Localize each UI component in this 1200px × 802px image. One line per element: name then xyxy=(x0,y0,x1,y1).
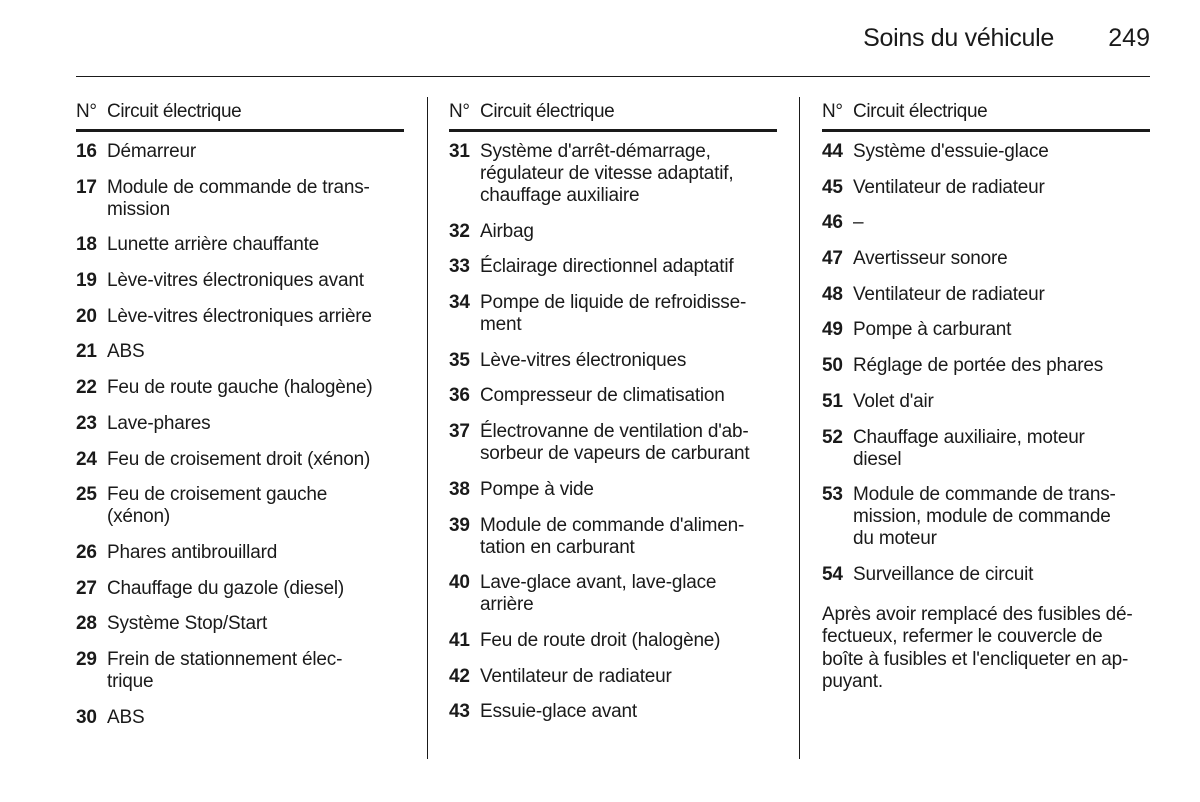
fuse-number: 34 xyxy=(449,292,470,314)
circuit-description: Électrovanne de ventilation d'ab- sorbeur de vapeurs de carburant xyxy=(480,421,750,465)
circuit-description: Système d'arrêt-démarrage, régulateur de vitesse adaptatif, chauffage auxiliaire xyxy=(480,141,734,206)
column-header-label: Circuit électrique xyxy=(853,101,988,122)
circuit-description: Module de commande d'alimen- tation en carburant xyxy=(480,514,745,558)
fuse-number: 39 xyxy=(449,514,470,536)
fuse-number: 49 xyxy=(822,319,843,341)
circuit-description: Volet d'air xyxy=(853,390,934,412)
fuse-number: 31 xyxy=(449,141,470,162)
circuit-description: Système Stop/Start xyxy=(107,613,268,635)
circuit-description: Module de commande de trans- mission, module de commande du moteur xyxy=(853,484,1116,550)
fuse-entry xyxy=(76,177,404,221)
fuse-table-column-2 xyxy=(449,100,777,737)
circuit-description: Pompe de liquide de refroidisse- ment xyxy=(480,292,747,336)
fuse-number: 54 xyxy=(822,563,843,585)
fuse-number: 19 xyxy=(76,270,97,292)
fuse-entry xyxy=(822,284,1150,306)
fuse-entry xyxy=(822,355,1150,377)
fuse-number: 46 xyxy=(822,212,843,234)
circuit-description: Ventilateur de radiateur xyxy=(853,283,1045,305)
circuit-description: Lève-vitres électroniques arrière xyxy=(107,305,372,327)
column-divider xyxy=(427,97,428,759)
fuse-entry xyxy=(822,177,1150,199)
entry-list xyxy=(76,141,404,729)
circuit-description: Avertisseur sonore xyxy=(853,248,1008,270)
circuit-description: Feu de route droit (halogène) xyxy=(480,629,721,651)
fuse-entry xyxy=(76,542,404,564)
fuse-entry xyxy=(76,578,404,600)
circuit-description: Pompe à carburant xyxy=(853,319,1012,341)
fuse-number: 28 xyxy=(76,613,97,635)
column-header xyxy=(76,100,404,132)
circuit-description: Module de commande de trans- mission xyxy=(107,176,370,220)
circuit-description: Feu de croisement gauche (xénon) xyxy=(107,484,328,528)
column-header-label: Circuit électrique xyxy=(480,101,615,122)
fuse-number: 41 xyxy=(449,629,470,651)
circuit-description: Airbag xyxy=(480,220,534,242)
fuse-number: 50 xyxy=(822,355,843,377)
column-header-number: N° xyxy=(822,101,843,122)
fuse-number: 25 xyxy=(76,484,97,506)
fuse-entry xyxy=(449,666,777,688)
circuit-description: Lave-phares xyxy=(107,412,211,434)
fuse-number: 45 xyxy=(822,176,843,198)
fuse-number: 17 xyxy=(76,176,97,198)
fuse-entry xyxy=(76,377,404,399)
fuse-number: 24 xyxy=(76,448,97,470)
fuse-entry xyxy=(449,572,777,616)
entry-list xyxy=(822,141,1150,586)
circuit-description: Ventilateur de radiateur xyxy=(853,176,1045,198)
fuse-entry xyxy=(76,484,404,528)
fuse-entry xyxy=(449,515,777,559)
fuse-number: 33 xyxy=(449,256,470,278)
circuit-description: Lève-vitres électroniques xyxy=(480,349,687,371)
fuse-number: 21 xyxy=(76,341,97,363)
fuse-entry xyxy=(822,564,1150,586)
fuse-entry xyxy=(76,141,404,163)
column-header-label: Circuit électrique xyxy=(107,101,242,122)
fuse-replacement-note: Après avoir remplacé des fusibles dé- fectueux, refermer le couvercle de boîte à fusibles et l'encliqueter en ap- puyant. xyxy=(822,603,1133,693)
circuit-description: Lève-vitres électroniques avant xyxy=(107,270,364,292)
circuit-description: Système d'essuie-glace xyxy=(853,141,1049,162)
fuse-number: 40 xyxy=(449,572,470,594)
entry-list xyxy=(449,141,777,723)
fuse-table-column-3 xyxy=(822,100,1150,694)
fuse-entry xyxy=(449,350,777,372)
circuit-description: Lave-glace avant, lave-glace arrière xyxy=(480,572,717,616)
column-header-number: N° xyxy=(76,101,97,122)
column-divider xyxy=(799,97,800,759)
fuse-number: 52 xyxy=(822,426,843,448)
fuse-number: 30 xyxy=(76,706,97,728)
fuse-number: 32 xyxy=(449,220,470,242)
page-header xyxy=(76,0,1150,77)
fuse-number: 44 xyxy=(822,141,843,162)
fuse-number: 22 xyxy=(76,377,97,399)
fuse-entry xyxy=(822,141,1150,163)
fuse-number: 43 xyxy=(449,701,470,723)
circuit-description: Compresseur de climatisation xyxy=(480,385,725,407)
fuse-number: 20 xyxy=(76,305,97,327)
fuse-entry xyxy=(822,427,1150,471)
circuit-description: Chauffage auxiliaire, moteur diesel xyxy=(853,426,1085,470)
fuse-number: 37 xyxy=(449,421,470,443)
fuse-entry xyxy=(822,484,1150,550)
fuse-number: 53 xyxy=(822,484,843,506)
circuit-description: Pompe à vide xyxy=(480,478,594,500)
page-title: Soins du véhicule xyxy=(863,24,1054,52)
fuse-number: 38 xyxy=(449,478,470,500)
fuse-entry xyxy=(449,385,777,407)
fuse-number: 48 xyxy=(822,283,843,305)
column-header-number: N° xyxy=(449,101,470,122)
fuse-entry xyxy=(449,630,777,652)
circuit-description: Démarreur xyxy=(107,141,196,162)
circuit-description: Feu de route gauche (halogène) xyxy=(107,377,373,399)
fuse-number: 42 xyxy=(449,665,470,687)
circuit-description: Essuie-glace avant xyxy=(480,701,637,723)
fuse-number: 51 xyxy=(822,390,843,412)
fuse-number: 26 xyxy=(76,541,97,563)
fuse-entry xyxy=(449,292,777,336)
fuse-number: 18 xyxy=(76,234,97,256)
fuse-entry xyxy=(449,141,777,207)
fuse-number: 35 xyxy=(449,349,470,371)
fuse-entry xyxy=(822,248,1150,270)
circuit-description: Feu de croisement droit (xénon) xyxy=(107,448,371,470)
fuse-number: 16 xyxy=(76,141,97,162)
fuse-number: 29 xyxy=(76,648,97,670)
circuit-description: Chauffage du gazole (diesel) xyxy=(107,577,344,599)
fuse-entry xyxy=(449,421,777,465)
fuse-entry xyxy=(449,221,777,243)
fuse-entry xyxy=(76,649,404,693)
circuit-description: Éclairage directionnel adaptatif xyxy=(480,256,734,278)
fuse-number: 47 xyxy=(822,248,843,270)
fuse-entry xyxy=(76,234,404,256)
fuse-table-column-1 xyxy=(76,100,404,742)
fuse-entry xyxy=(449,701,777,723)
circuit-description: – xyxy=(853,212,864,234)
circuit-description: Frein de stationnement élec- trique xyxy=(107,648,343,692)
fuse-entry xyxy=(76,449,404,471)
circuit-description: ABS xyxy=(107,706,145,728)
fuse-entry xyxy=(76,270,404,292)
fuse-entry xyxy=(76,341,404,363)
fuse-entry xyxy=(822,319,1150,341)
fuse-entry xyxy=(76,613,404,635)
page-number: 249 xyxy=(1108,24,1150,52)
circuit-description: Réglage de portée des phares xyxy=(853,355,1104,377)
circuit-description: Surveillance de circuit xyxy=(853,563,1034,585)
fuse-number: 23 xyxy=(76,412,97,434)
fuse-entry xyxy=(76,707,404,729)
column-header xyxy=(822,100,1150,132)
fuse-entry xyxy=(76,306,404,328)
fuse-number: 36 xyxy=(449,385,470,407)
column-header xyxy=(449,100,777,132)
circuit-description: ABS xyxy=(107,341,145,363)
fuse-number: 27 xyxy=(76,577,97,599)
circuit-description: Phares antibrouillard xyxy=(107,541,278,563)
fuse-entry xyxy=(822,212,1150,234)
circuit-description: Lunette arrière chauffante xyxy=(107,234,320,256)
fuse-entry xyxy=(822,391,1150,413)
fuse-entry xyxy=(449,256,777,278)
fuse-entry xyxy=(76,413,404,435)
fuse-entry xyxy=(449,479,777,501)
circuit-description: Ventilateur de radiateur xyxy=(480,665,672,687)
